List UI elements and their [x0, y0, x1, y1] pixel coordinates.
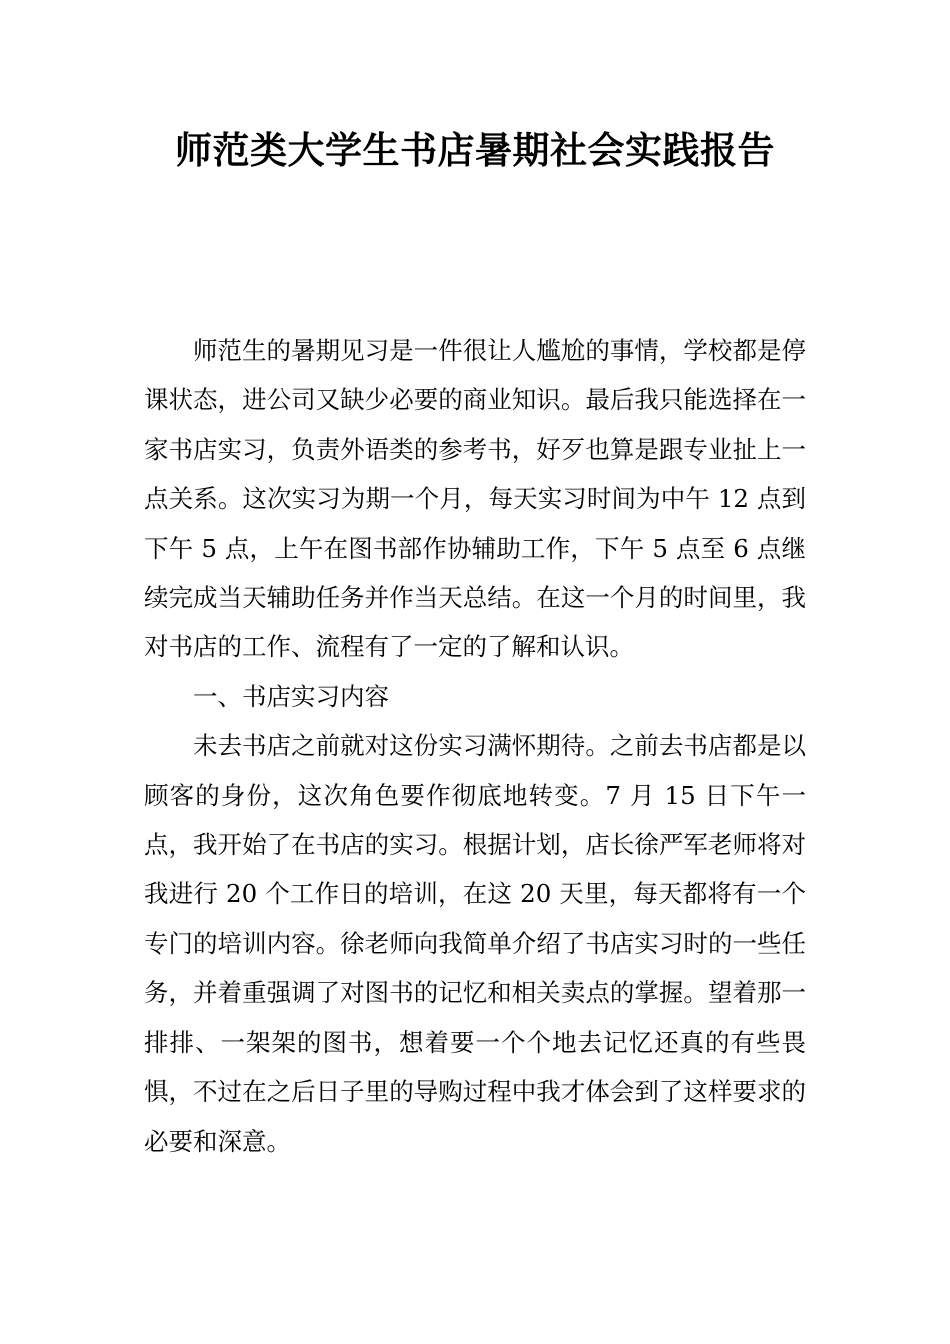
document-body: [144, 326, 806, 1166]
document-title: 师范类大学生书店暑期社会实践报告: [175, 129, 775, 172]
paragraph-content: 未去书店之前就对这份实习满怀期待。之前去书店都是以顾客的身份，这次角色要作彻底地转变。7 月 15 日下午一点，我开始了在书店的实习。根据计划，店长徐严军老师将对我进行 20 个工作日的培训，在这 20 天里，每天都将有一个专门的培训内容。徐老师向我简单介绍了书店实习时的一些任务，并着重强调了对图书的记忆和相关卖点的掌握。望着那一排排、一架架的图书，想着要一个个地去记忆还真的有些畏惧，不过在之后日子里的导购过程中我才体会到了这样要求的必要和深意。: [144, 731, 806, 1156]
section-heading: 一、书店实习内容: [193, 681, 389, 711]
paragraph-intro: 师范生的暑期见习是一件很让人尴尬的事情，学校都是停课状态，进公司又缺少必要的商业知识。最后我只能选择在一家书店实习，负责外语类的参考书，好歹也算是跟专业扯上一点关系。这次实习为期一个月，每天实习时间为中午 12 点到下午 5 点，上午在图书部作协辅助工作，下午 5 点至 6 点继续完成当天辅助任务并作当天总结。在这一个月的时间里，我对书店的工作、流程有了一定的了解和认识。: [144, 336, 806, 662]
